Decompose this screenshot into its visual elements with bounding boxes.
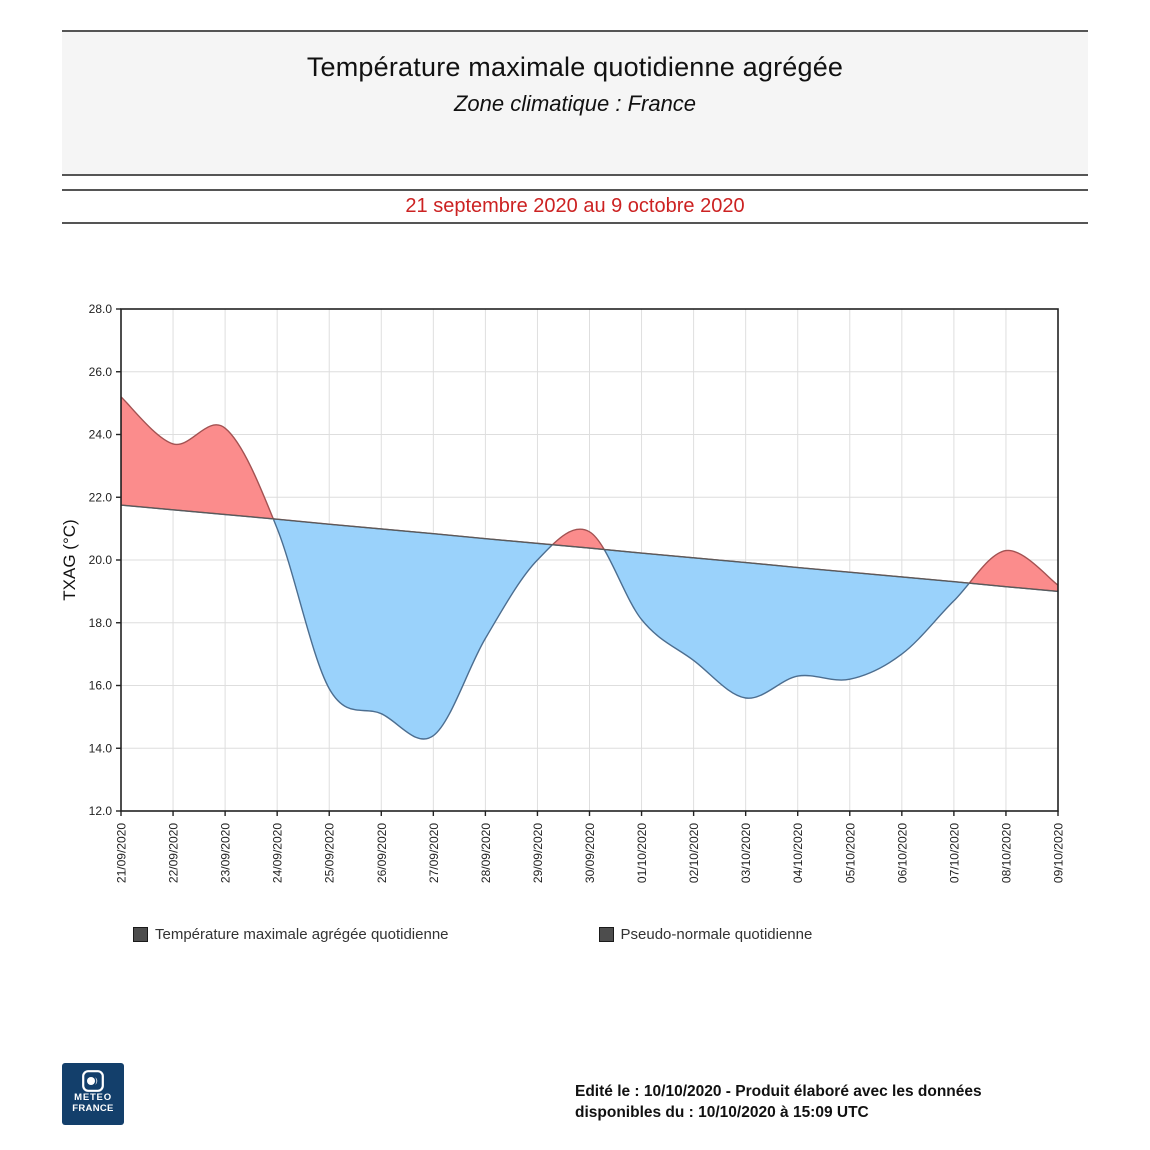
x-tick-label: 23/09/2020 bbox=[218, 823, 233, 884]
x-tick-label: 07/10/2020 bbox=[947, 823, 962, 884]
edition-note bbox=[575, 1081, 1045, 1123]
y-tick-label: 28.0 bbox=[88, 302, 112, 316]
logo-text-france: FRANCE bbox=[72, 1103, 114, 1114]
y-tick-label: 22.0 bbox=[88, 490, 112, 505]
x-tick-label: 24/09/2020 bbox=[270, 823, 285, 884]
y-tick-label: 14.0 bbox=[88, 741, 112, 756]
x-tick-label: 27/09/2020 bbox=[426, 823, 441, 884]
y-tick-label: 24.0 bbox=[88, 427, 112, 442]
legend-item-txag bbox=[133, 926, 449, 943]
edition-note-line1: Edité le : 10/10/2020 - Produit élaboré avec les données bbox=[575, 1083, 982, 1100]
x-tick-label: 28/09/2020 bbox=[478, 823, 493, 884]
y-tick-label: 12.0 bbox=[88, 804, 112, 818]
x-tick-label: 05/10/2020 bbox=[843, 823, 858, 884]
x-tick-label: 30/09/2020 bbox=[583, 823, 597, 884]
meteo-france-logo bbox=[62, 1063, 124, 1125]
meteo-france-icon bbox=[82, 1070, 104, 1092]
x-tick-label: 25/09/2020 bbox=[322, 823, 337, 884]
page-title: Température maximale quotidienne agrégée bbox=[306, 52, 844, 82]
x-tick-label: 03/10/2020 bbox=[739, 823, 754, 884]
legend-label-txag: Température maximale agrégée quotidienne bbox=[155, 926, 449, 943]
legend-item-normale bbox=[599, 926, 813, 943]
x-tick-label: 06/10/2020 bbox=[895, 823, 910, 884]
x-tick-label: 02/10/2020 bbox=[687, 823, 702, 884]
y-tick-label: 16.0 bbox=[88, 678, 112, 693]
y-tick-label: 18.0 bbox=[88, 615, 112, 630]
x-tick-label: 29/09/2020 bbox=[530, 823, 545, 884]
x-tick-label: 08/10/2020 bbox=[999, 823, 1014, 884]
x-tick-label: 22/09/2020 bbox=[166, 823, 181, 884]
edition-note-line2: disponibles du : 10/10/2020 à 15:09 UTC bbox=[575, 1104, 869, 1121]
logo-text-meteo: METEO bbox=[74, 1092, 112, 1103]
x-tick-label: 26/09/2020 bbox=[374, 823, 389, 884]
period-label: 21 septembre 2020 au 9 octobre 2020 bbox=[405, 195, 745, 217]
legend-marker-normale bbox=[599, 927, 614, 942]
y-axis-title: TXAG (°C) bbox=[60, 519, 79, 601]
x-tick-label: 01/10/2020 bbox=[635, 823, 650, 884]
gridlines bbox=[121, 309, 1058, 811]
legend-marker-txag bbox=[133, 927, 148, 942]
x-tick-label: 21/09/2020 bbox=[114, 823, 129, 884]
x-tick-label: 09/10/2020 bbox=[1051, 823, 1066, 884]
y-tick-label: 26.0 bbox=[88, 364, 112, 379]
legend bbox=[133, 926, 812, 943]
legend-label-normale: Pseudo-normale quotidienne bbox=[620, 926, 813, 943]
x-tick-label: 04/10/2020 bbox=[791, 823, 806, 884]
y-tick-label: 20.0 bbox=[88, 553, 112, 567]
axis-ticks bbox=[116, 309, 1058, 816]
page-subtitle: Zone climatique : France bbox=[453, 91, 697, 116]
